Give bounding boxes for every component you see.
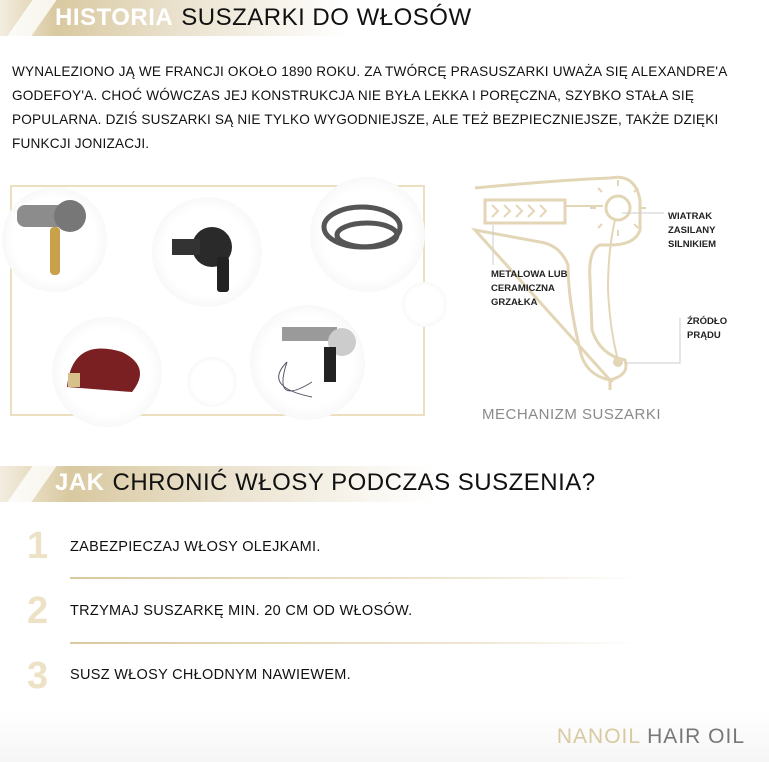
step-text: SUSZ WŁOSY CHŁODNYM NAWIEWEM. <box>70 667 351 683</box>
diagram-caption: MECHANIZM SUSZARKI <box>482 406 662 423</box>
step-text: ZABEZPIECZAJ WŁOSY OLEJKAMI. <box>70 539 321 555</box>
step-text: TRZYMAJ SUSZARKĘ MIN. 20 CM OD WŁOSÓW. <box>70 603 413 619</box>
dryer-photo-4 <box>67 349 140 392</box>
title-rest: CHRONIĆ WŁOSY PODCZAS SUSZENIA? <box>112 469 596 496</box>
step-number: 1 <box>27 525 49 567</box>
product-name: HAIR OIL <box>647 725 745 748</box>
brand-logo <box>557 725 745 749</box>
dryer-photo-5 <box>279 327 356 397</box>
title-bold: HISTORIA <box>55 4 174 31</box>
power-source-label: ŹRÓDŁO PRĄDU <box>687 316 728 341</box>
step-number: 3 <box>27 655 49 697</box>
vintage-dryers-illustration <box>12 187 427 418</box>
history-paragraph: WYNALEZIONO JĄ WE FRANCJI OKOŁO 1890 ROKU. ZA TWÓRCĘ PRASUSZARKI UWAŻA SIĘ ALEXANDRE'A GODEFOY'A. CHOĆ WÓWCZAS JEJ KONSTRUKCJA NIE BYŁA LEKKA I PORĘCZNA, SZYBKO STAŁA SIĘ POPULARNA. DZIŚ SUSZARKI SĄ NIE TYLKO WYGODNIEJSZE, ALE TEŻ BEZPIECZNIEJSZE, TAKŻE DZIĘKI FUNKCJI JONIZACJI. <box>12 64 727 151</box>
history-title <box>55 4 472 32</box>
heater-label: METALOWA LUB CERAMICZNA GRZAŁKA <box>491 269 568 308</box>
brand-name: NANOIL <box>556 725 641 748</box>
title-bold: JAK <box>55 469 105 496</box>
dryer-mechanism-diagram <box>460 170 760 430</box>
dryer-photo-2 <box>172 227 232 292</box>
protect-title <box>55 469 596 497</box>
dryer-photo-3 <box>324 207 400 247</box>
dryer-photo-1 <box>17 200 86 275</box>
fan-label: WIATRAK ZASILANY SILNIKIEM <box>668 211 717 250</box>
title-rest: SUSZARKI DO WŁOSÓW <box>181 4 472 31</box>
divider <box>70 577 640 579</box>
divider <box>70 642 640 644</box>
step-number: 2 <box>27 590 49 632</box>
dryer-photo-gallery <box>10 185 425 416</box>
